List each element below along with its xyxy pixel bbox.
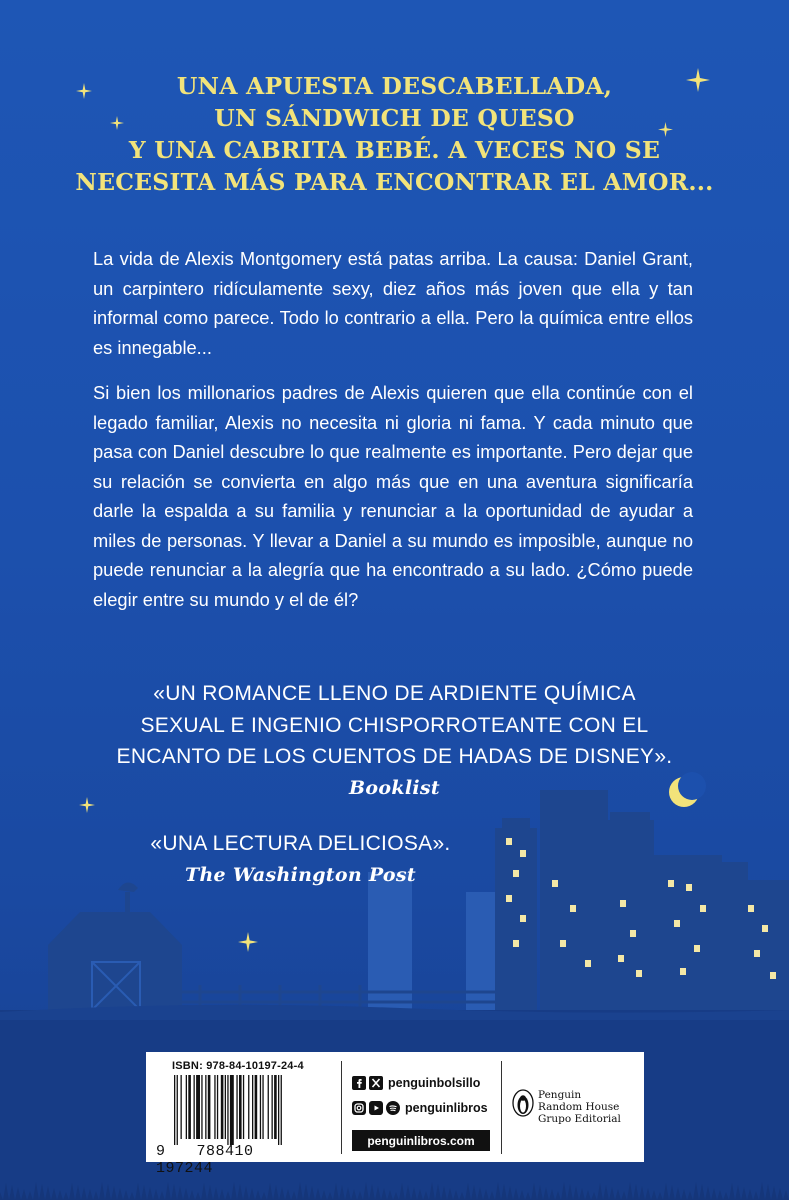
review-quote-booklist xyxy=(62,678,727,804)
quote-line: ENCANTO DE LOS CUENTOS DE HADAS DE DISNEY». xyxy=(116,745,673,768)
isbn-label: ISBN: 978-84-10197-24-4 xyxy=(172,1060,304,1072)
barcode-bar xyxy=(260,1075,261,1139)
barcode-bar xyxy=(186,1075,187,1139)
barcode-bar xyxy=(225,1075,226,1139)
quote-source: The Washington Post xyxy=(185,863,416,886)
barcode-icon xyxy=(172,1075,322,1145)
barcode-bar xyxy=(194,1075,195,1139)
publisher-line-1: Penguin xyxy=(538,1089,582,1101)
spotify-icon[interactable] xyxy=(386,1101,400,1115)
x-icon[interactable] xyxy=(369,1076,383,1090)
barcode-bar xyxy=(174,1075,175,1145)
barcode-bar xyxy=(201,1075,202,1139)
grass-tufts xyxy=(0,1182,789,1200)
barcode-bar xyxy=(208,1075,211,1139)
barcode-bar xyxy=(255,1075,258,1139)
publisher-line-3: Grupo Editorial xyxy=(538,1113,621,1125)
barcode-group-2: 197244 xyxy=(156,1160,214,1177)
barcode-panel xyxy=(146,1052,644,1177)
barcode-bar xyxy=(252,1075,253,1139)
quote-line: SEXUAL E INGENIO CHISPORROTEANTE CON EL xyxy=(140,713,649,737)
barcode-bar xyxy=(248,1075,249,1139)
quote-line: «UNA LECTURA DELICIOSA». xyxy=(150,832,451,855)
barn-icon xyxy=(48,882,182,1010)
penguin-logo-icon xyxy=(512,1089,534,1117)
facebook-icon[interactable] xyxy=(352,1076,366,1090)
social-handle-2[interactable]: penguinlibros xyxy=(405,1101,488,1115)
youtube-icon[interactable] xyxy=(369,1101,383,1115)
barcode-bar xyxy=(278,1075,279,1145)
barcode-bar xyxy=(205,1075,206,1139)
barcode-bar xyxy=(230,1075,234,1145)
quote-source: Booklist xyxy=(349,776,440,799)
publisher-name xyxy=(538,1089,621,1125)
barcode-bar xyxy=(236,1075,237,1139)
barcode-bar xyxy=(196,1075,200,1139)
barcode-bar xyxy=(239,1075,242,1139)
social-row-1 xyxy=(352,1076,480,1090)
barcode-bar xyxy=(268,1075,269,1139)
barcode-bar xyxy=(227,1075,228,1145)
barcode-bar xyxy=(181,1075,182,1139)
barcode-bar xyxy=(217,1075,218,1139)
barcode-bar xyxy=(243,1075,244,1139)
headline-line: UN SÁNDWICH DE QUESO xyxy=(214,104,575,132)
barcode-first-digit: 9 xyxy=(156,1143,166,1160)
headline-line: Y UNA CABRITA BEBÉ. A VECES NO SE xyxy=(128,136,661,164)
barcode-bar xyxy=(262,1075,263,1139)
barcode-bar xyxy=(188,1075,191,1139)
barcode-block xyxy=(146,1052,332,1177)
barcode-bar xyxy=(281,1075,282,1145)
barcode-bar xyxy=(274,1075,277,1139)
barcode-group-1: 788410 xyxy=(196,1143,254,1160)
social-block xyxy=(341,1061,492,1154)
barcode-bar xyxy=(272,1075,273,1139)
synopsis-paragraph-1: La vida de Alexis Montgomery está patas arriba. La causa: Daniel Grant, un carpintero ridículamente sexy, diez años más joven que ella y tan informal como parece. Todo lo contrario a ella. Pero la química entre ellos es innegable... xyxy=(93,248,693,358)
instagram-icon[interactable] xyxy=(352,1101,366,1115)
headline-line: UNA APUESTA DESCABELLADA, xyxy=(176,72,613,100)
headline-line: NECESITA MÁS PARA ENCONTRAR EL AMOR... xyxy=(75,168,714,196)
barcode-bar xyxy=(177,1075,178,1145)
publisher-block xyxy=(501,1061,637,1154)
publisher-line-2: Random House xyxy=(538,1101,620,1113)
grass-edge xyxy=(0,1168,789,1200)
social-handle-1[interactable]: penguinbolsillo xyxy=(388,1076,481,1090)
barcode-bar xyxy=(214,1075,215,1139)
website-link[interactable]: penguinlibros.com xyxy=(352,1130,490,1151)
barcode-bar xyxy=(221,1075,224,1139)
synopsis-paragraph-2: Si bien los millonarios padres de Alexis quieren que ella continúe con el legado familiar, Alexis no necesita ni gloria ni fama. Y cada minuto que pasa con Daniel descubre lo que realmente es importante. Pero dejar que su relación se convierta en algo más que en una aventura significaría darle la espalda a su familia y renunciar a la oportunidad de ayudar a miles de personas. Y llevar a Daniel a su mundo es imposible, aunque no puede renunciar a la alegría que ha encontrado a su lado. ¿Cómo puede elegir entre su mundo y el de él? xyxy=(93,382,693,610)
quote-line: «UN ROMANCE LLENO DE ARDIENTE QUÍMICA xyxy=(153,682,636,705)
social-row-2 xyxy=(352,1101,488,1115)
review-quote-washington-post xyxy=(133,828,468,891)
